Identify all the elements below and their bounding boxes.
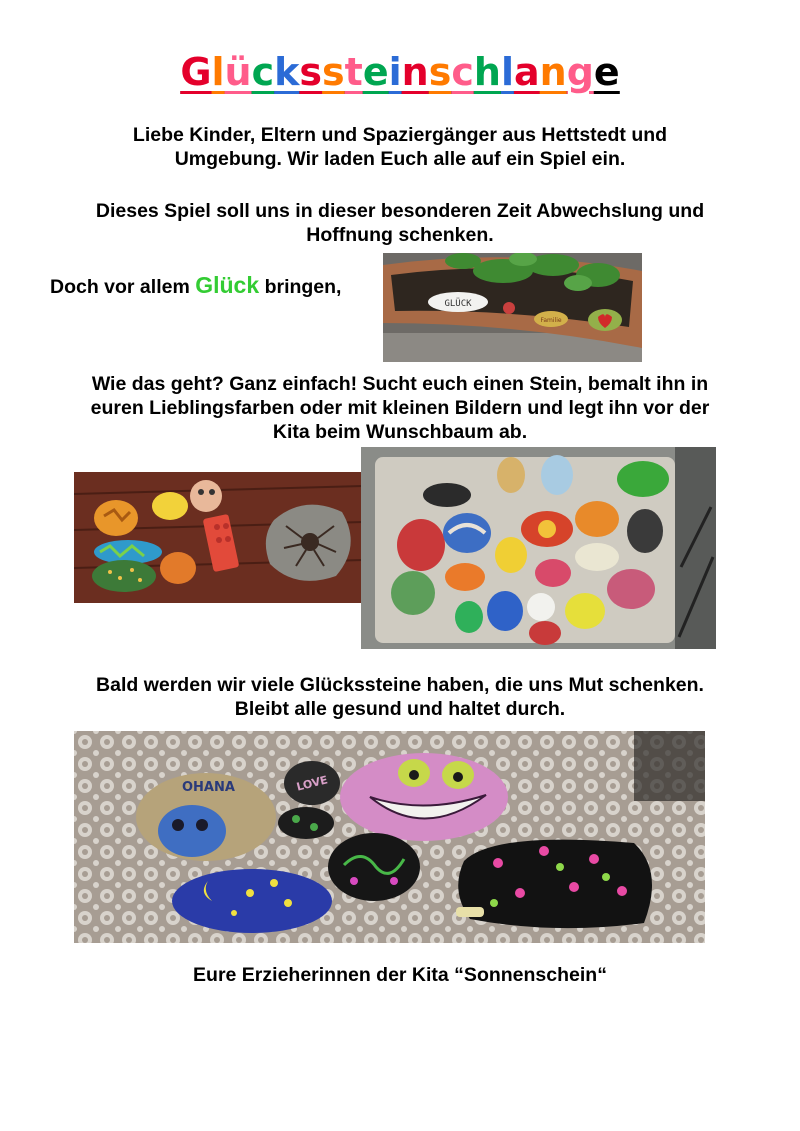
luck-word: Glück xyxy=(195,272,260,298)
closing-line-2: Bleibt alle gesund und haltet durch. xyxy=(234,698,566,720)
flowerpot-stone-text: GLÜCK xyxy=(444,299,472,309)
intro-line-1: Liebe Kinder, Eltern und Spaziergänger aus Hettstedt und xyxy=(132,124,668,146)
stitch-stone-text: OHANA xyxy=(182,780,235,795)
title-letter: e xyxy=(362,50,389,94)
luck-after: bringen, xyxy=(264,276,342,298)
howto-paragraph xyxy=(40,372,760,444)
heart-stone-text: Familie xyxy=(540,317,562,324)
love-stone-text: LOVE xyxy=(295,773,330,794)
title-letter: c xyxy=(451,50,474,94)
tablecloth-photo xyxy=(74,731,705,943)
title-letter: n xyxy=(539,50,567,94)
title-letter: s xyxy=(299,50,323,94)
title-letter: s xyxy=(428,50,452,94)
howto-line-1: Wie das geht? Ganz einfach! Sucht euch einen Stein, bemalt ihn in xyxy=(91,373,709,395)
title-letter: a xyxy=(513,50,540,94)
intro-paragraph xyxy=(40,123,760,171)
page-title xyxy=(0,50,800,94)
luck-line xyxy=(50,272,341,299)
flowerpot-photo xyxy=(383,253,642,362)
closing-paragraph xyxy=(40,673,760,721)
title-letter: G xyxy=(180,50,212,94)
wooden-table-photo xyxy=(74,472,363,603)
title-letter: n xyxy=(401,50,429,94)
title-letter: c xyxy=(251,50,275,94)
closing-line-1: Bald werden wir viele Glückssteine haben, die uns Mut schenken. xyxy=(96,674,704,696)
purpose-line-2: Hoffnung schenken. xyxy=(306,224,494,246)
howto-line-2: euren Lieblingsfarben oder mit kleinen Bildern und legt ihn vor der xyxy=(90,397,710,419)
title-letter: l xyxy=(211,50,225,94)
signature: Eure Erzieherinnen der Kita “Sonnenschein“ xyxy=(193,964,607,986)
title-letter: l xyxy=(500,50,514,94)
tray-photo xyxy=(361,447,716,649)
luck-before: Doch vor allem xyxy=(50,276,190,298)
title-letter: ü xyxy=(224,50,252,94)
title-letter: e xyxy=(593,50,620,94)
title-letter: g xyxy=(566,50,594,94)
intro-line-2: Umgebung. Wir laden Euch alle auf ein Spiel ein. xyxy=(174,148,626,170)
howto-line-3: Kita beim Wunschbaum ab. xyxy=(272,421,528,443)
title-letter: k xyxy=(274,50,300,94)
title-letter: h xyxy=(473,50,501,94)
title-letter: s xyxy=(322,50,345,94)
purpose-paragraph xyxy=(40,199,760,247)
title-letter: t xyxy=(344,50,363,94)
purpose-line-1: Dieses Spiel soll uns in dieser besonderen Zeit Abwechslung und xyxy=(95,200,705,222)
title-letter: i xyxy=(388,50,402,94)
